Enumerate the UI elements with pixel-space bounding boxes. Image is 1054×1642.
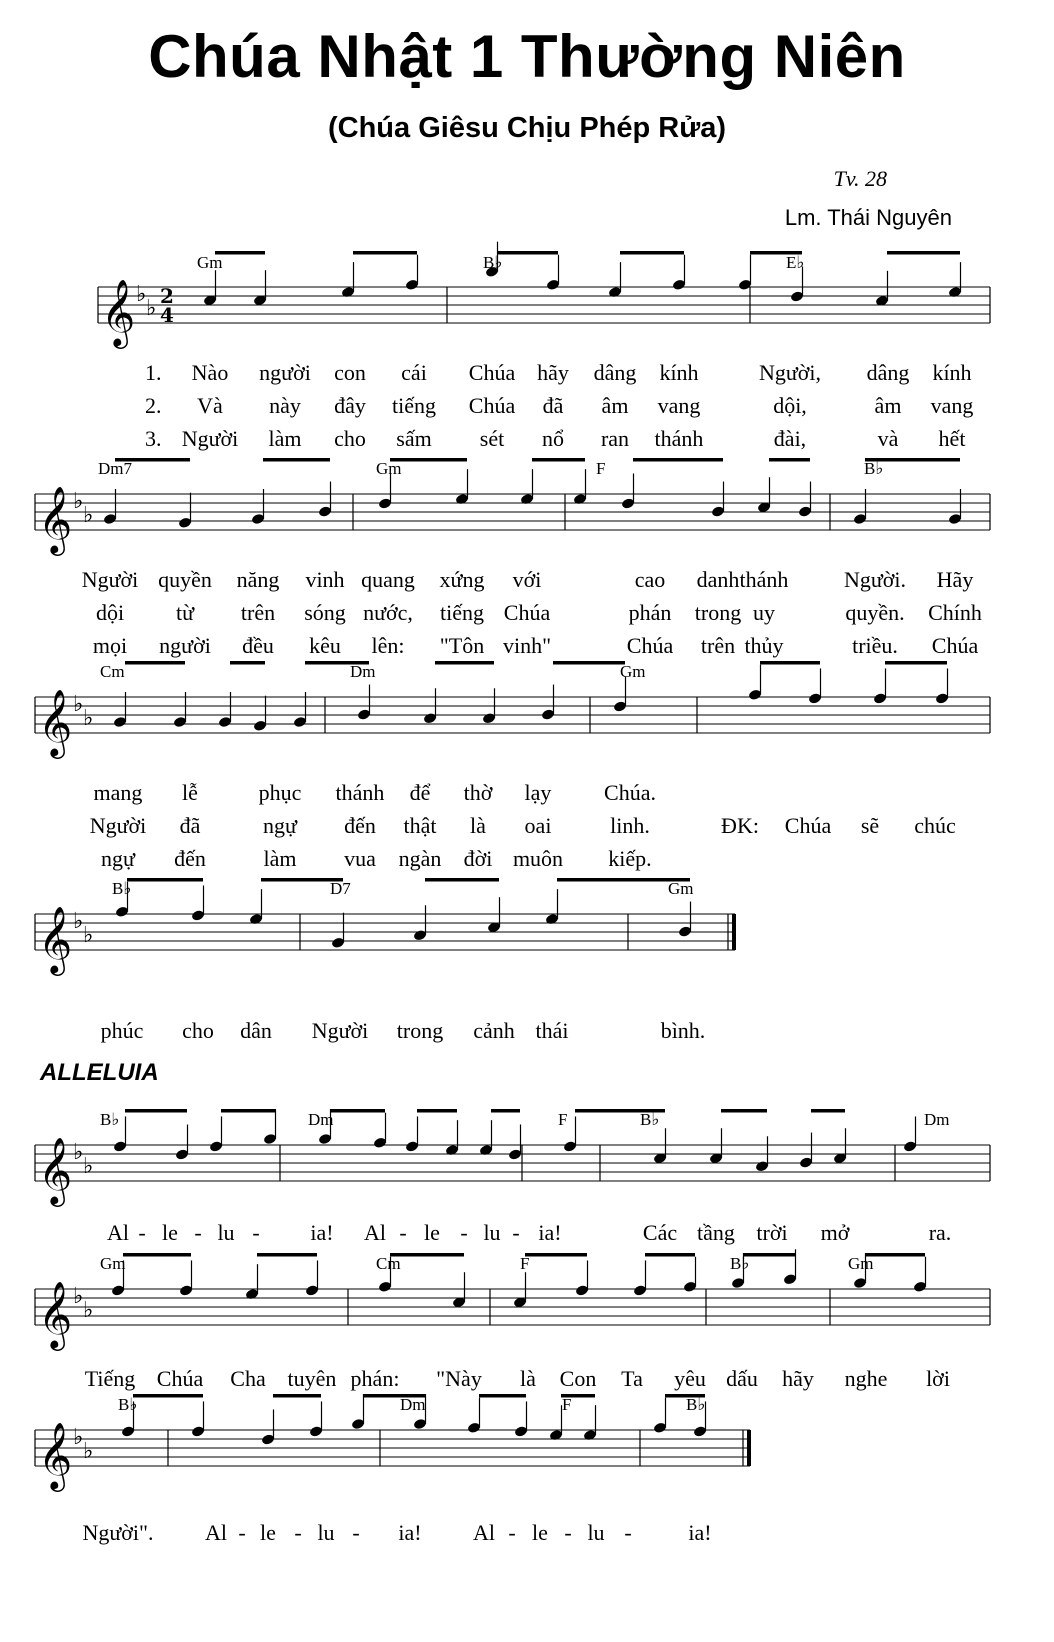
lyric-syllable: ia! [688, 1520, 712, 1545]
treble-clef-icon: 𝄞 [38, 688, 73, 756]
lyric-syllable: Chúa [626, 633, 674, 658]
lyric-syllable: lu [217, 1220, 235, 1245]
lyric-syllable: sẽ [860, 813, 880, 838]
lyric-syllable: - [294, 1520, 302, 1545]
chord-symbol: B♭ [118, 1395, 138, 1414]
lyric-syllable: thủy [744, 633, 784, 658]
staff-lines [35, 697, 990, 733]
beam [865, 1253, 925, 1257]
beam [330, 1109, 385, 1113]
lyric-syllable: - [512, 1220, 520, 1245]
lyric-syllable: cái [401, 360, 427, 385]
lyric-syllable: ra. [928, 1220, 952, 1245]
alleluia-heading: ALLELUIA [40, 1059, 159, 1086]
chord-symbol: Gm [376, 459, 402, 478]
lyric-syllable: yêu [674, 1366, 706, 1391]
beam [390, 458, 467, 462]
flat-e-icon: ♭ [83, 1439, 94, 1464]
lyric-syllable: Hãy [936, 567, 974, 592]
final-barline-thick [747, 1430, 751, 1466]
chord-symbol: Dm [350, 662, 376, 681]
lyric-syllable: Người, [758, 360, 822, 385]
staff-lines [35, 1430, 750, 1466]
lyric-syllable: ngự [263, 813, 297, 838]
staff-lines [35, 1145, 990, 1181]
lyric-syllable: ia! [538, 1220, 562, 1245]
flat-b-icon: ♭ [136, 282, 147, 307]
lyric-syllable: Và [197, 393, 223, 418]
beam [417, 1109, 457, 1113]
lyric-syllable: - [460, 1220, 468, 1245]
lyric-syllable: đến [344, 813, 376, 838]
lyric-syllable: Chính [928, 600, 982, 625]
lyric-syllable: ia! [398, 1520, 422, 1545]
beam [390, 1253, 464, 1257]
lyric-syllable: mở [820, 1220, 850, 1245]
beam [743, 1253, 795, 1257]
lyric-syllable: Các [642, 1220, 678, 1245]
lyric-syllable: Al [107, 1220, 129, 1245]
verse-number: 1. [145, 360, 162, 385]
beam [221, 1109, 275, 1113]
lyric-syllable: cho [334, 426, 366, 451]
lyric-syllable: Người [89, 813, 147, 838]
chord-symbol: Gm [620, 662, 646, 681]
beam [721, 1109, 767, 1113]
lyric-syllable: quyền [158, 567, 212, 592]
lyric-syllable: sét [479, 426, 505, 451]
lyric-syllable: Con [559, 1366, 597, 1391]
lyric-syllable: Al [364, 1220, 386, 1245]
chord-symbol: Dm7 [98, 459, 132, 478]
lyric-syllable: cảnh [473, 1018, 515, 1043]
lyric-syllable: nổ [542, 426, 564, 451]
lyric-syllable: sấm [396, 426, 432, 451]
lyric-syllable: dội [95, 600, 125, 625]
flat-e-icon: ♭ [83, 503, 94, 528]
lyric-syllable: Chúa [156, 1366, 204, 1391]
chord-symbol: Gm [197, 253, 223, 272]
lyric-syllable: từ [175, 600, 195, 625]
lyric-syllable: - [252, 1220, 260, 1245]
treble-clef-icon: 𝄞 [38, 1421, 73, 1489]
lyric-syllable: đã [542, 393, 564, 418]
lyric-syllable: phục [258, 780, 302, 805]
lyric-syllable: đã [179, 813, 201, 838]
lyric-syllable: tầng [697, 1220, 735, 1245]
lyric-syllable: quyền. [845, 600, 905, 625]
beam [525, 1253, 587, 1257]
lyric-syllable: phúc [100, 1018, 144, 1043]
lyric-syllable: ngự [101, 846, 135, 871]
lyric-syllable: hết [938, 426, 966, 451]
beam [553, 661, 625, 665]
lyric-syllable: lên: [371, 633, 405, 658]
beam [769, 458, 810, 462]
lyric-syllable: Người [181, 426, 239, 451]
lyric-syllable: trên [700, 633, 736, 658]
beam [353, 251, 417, 255]
lyric-syllable: Người. [843, 567, 907, 592]
lyric-syllable: hãy [782, 1366, 814, 1391]
lyric-syllable: tiếng [440, 600, 484, 625]
lyric-syllable: vinh" [502, 633, 552, 658]
lyric-syllable: thánh [654, 426, 704, 451]
verse-number: 2. [145, 393, 162, 418]
beam [257, 1253, 317, 1257]
beam [435, 661, 494, 665]
lyric-syllable: - [399, 1220, 407, 1245]
flat-e-icon: ♭ [83, 1298, 94, 1323]
beam [885, 661, 947, 665]
lyric-syllable: danh [696, 567, 740, 592]
lyric-syllable: Người". [82, 1520, 154, 1545]
beam [273, 1394, 321, 1398]
time-signature-bottom: 4 [160, 303, 174, 327]
flat-b-icon: ♭ [73, 1425, 84, 1450]
staff-lines [35, 914, 735, 950]
lyric-syllable: bình. [660, 1018, 706, 1043]
chord-symbol: B♭ [686, 1395, 706, 1414]
lyric-syllable: phán [628, 600, 672, 625]
lyric-syllable: Ta [621, 1366, 643, 1391]
song-subtitle: (Chúa Giêsu Chịu Phép Rửa) [327, 112, 727, 144]
staff-system-2 [0, 464, 1054, 554]
beam [125, 1109, 187, 1113]
lyric-syllable: nghe [844, 1366, 888, 1391]
lyric-syllable: tiếng [392, 393, 436, 418]
lyric-syllable: đài, [773, 426, 807, 451]
beam [532, 458, 585, 462]
chord-symbol: E♭ [786, 253, 805, 272]
lyric-syllable: kêu [309, 633, 341, 658]
chord-symbol: Cm [100, 662, 125, 681]
lyric-syllable: le [532, 1520, 548, 1545]
beam [230, 661, 265, 665]
lyric-syllable: linh. [610, 813, 650, 838]
lyric-syllable: Chúa [468, 360, 516, 385]
lyric-syllable: trời [756, 1220, 788, 1245]
chord-symbol: Gm [668, 879, 694, 898]
lyric-syllable: le [260, 1520, 276, 1545]
lyric-syllable: kính [659, 360, 699, 385]
staff-system-5 [0, 1115, 1054, 1205]
lyric-syllable: le [424, 1220, 440, 1245]
lyric-syllable: Chúa. [604, 780, 656, 805]
lyric-syllable: dâng [593, 360, 637, 385]
verse-number: 3. [145, 426, 162, 451]
staff-system-7 [0, 1400, 1054, 1490]
beam [633, 458, 723, 462]
lyric-syllable: với [512, 567, 542, 592]
lyric-syllable: vang [930, 393, 974, 418]
flat-e-icon: ♭ [83, 706, 94, 731]
chord-symbol: B♭ [112, 879, 132, 898]
lyric-syllable: thánh [335, 780, 385, 805]
lyric-syllable: dân [240, 1018, 272, 1043]
lyric-syllable: Nào [191, 360, 229, 385]
lyric-syllable: con [334, 360, 366, 385]
chord-symbol: B♭ [864, 459, 884, 478]
beam [491, 1109, 520, 1113]
beam [497, 251, 558, 255]
lyric-syllable: trên [240, 600, 276, 625]
lyric-syllable: thái [535, 1018, 569, 1043]
lyric-syllable: thật [403, 813, 437, 838]
lyric-syllable: để [409, 780, 431, 805]
lyric-syllable: "Tôn [439, 633, 485, 658]
beam [620, 251, 684, 255]
flat-b-icon: ♭ [73, 489, 84, 514]
chord-symbol: Dm [924, 1110, 950, 1129]
lyric-syllable: Tiếng [84, 1366, 136, 1391]
lyric-syllable: Chúa [784, 813, 832, 838]
lyric-syllable: Người [311, 1018, 369, 1043]
lyric-syllable: quang [361, 567, 415, 592]
chord-symbol: B♭ [640, 1110, 660, 1129]
lyric-syllable: uy [753, 600, 775, 625]
lyric-syllable: đời [463, 846, 493, 871]
lyric-syllable: kiếp. [608, 846, 652, 871]
flat-b-icon: ♭ [73, 1284, 84, 1309]
staff-system-4 [0, 884, 1054, 974]
staff-lines [35, 494, 990, 530]
lyric-syllable: ia! [310, 1220, 334, 1245]
lyric-syllable: lu [587, 1520, 605, 1545]
lyric-syllable: làm [263, 846, 297, 871]
lyric-syllable: Người [81, 567, 139, 592]
beam [125, 661, 185, 665]
chord-symbol: Gm [100, 1254, 126, 1273]
chord-symbol: F [596, 459, 606, 478]
lyric-syllable: "Này [436, 1366, 482, 1391]
lyric-syllable: làm [268, 426, 302, 451]
lyric-syllable: Al [205, 1520, 227, 1545]
lyric-syllable: là [520, 1366, 536, 1391]
chord-symbol: Cm [376, 1254, 401, 1273]
lyric-syllable: - [194, 1220, 202, 1245]
beam [425, 878, 499, 882]
lyric-syllable: sóng [304, 600, 346, 625]
lyric-syllable: lu [317, 1520, 335, 1545]
psalm-reference: Tv. 28 [833, 166, 887, 191]
flat-e-icon: ♭ [83, 923, 94, 948]
lyric-syllable: đến [174, 846, 206, 871]
lyric-syllable: âm [874, 393, 902, 418]
lyric-syllable: dội, [773, 393, 807, 418]
beam [645, 1253, 695, 1257]
lyric-syllable: người [159, 633, 211, 658]
chord-symbol: D7 [330, 879, 351, 898]
beam [887, 251, 960, 255]
lyric-syllable: trong [396, 1018, 444, 1043]
lyric-syllable: triều. [852, 633, 898, 658]
lyric-syllable: dấu [726, 1366, 758, 1391]
lyric-syllable: là [470, 813, 486, 838]
time-signature-top: 2 [160, 284, 174, 308]
lyric-syllable: đây [334, 393, 366, 418]
flat-b-icon: ♭ [73, 909, 84, 934]
lyric-syllable: trong [694, 600, 742, 625]
lyric-syllable: lạy [524, 780, 552, 805]
lyric-syllable: ngàn [398, 846, 442, 871]
flat-e-icon: ♭ [146, 296, 157, 321]
lyric-syllable: mang [93, 780, 143, 805]
lyric-syllable: hãy [537, 360, 569, 385]
lyric-syllable: kính [932, 360, 972, 385]
lyric-syllable: - [624, 1520, 632, 1545]
chord-symbol: F [558, 1110, 568, 1129]
treble-clef-icon: 𝄞 [101, 278, 136, 346]
staff-system-1 [0, 257, 1054, 347]
flat-b-icon: ♭ [73, 692, 84, 717]
lyric-syllable: đều [242, 633, 274, 658]
flat-e-icon: ♭ [83, 1154, 94, 1179]
treble-clef-icon: 𝄞 [38, 1280, 73, 1348]
treble-clef-icon: 𝄞 [38, 485, 73, 553]
final-barline-thick [732, 914, 736, 950]
lyric-syllable: - [352, 1520, 360, 1545]
lyric-syllable: vua [344, 846, 376, 871]
lyric-syllable: xứng [439, 567, 485, 592]
lyric-syllable: lễ [182, 780, 198, 805]
chord-symbol: F [520, 1254, 530, 1273]
lyric-syllable: - [238, 1520, 246, 1545]
lyric-syllable: Chúa [503, 600, 551, 625]
treble-clef-icon: 𝄞 [38, 1136, 73, 1204]
lyric-syllable: Chúa [931, 633, 979, 658]
lyric-syllable: le [162, 1220, 178, 1245]
chord-symbol: F [562, 1395, 572, 1414]
lyric-syllable: cho [182, 1018, 214, 1043]
beam [760, 661, 820, 665]
beam [215, 251, 265, 255]
chord-symbol: B♭ [730, 1254, 750, 1273]
lyric-syllable: nước, [363, 600, 413, 625]
lyric-syllable: phán: [350, 1366, 400, 1391]
lyric-syllable: muôn [512, 846, 564, 871]
beam [133, 1394, 203, 1398]
lyric-syllable: Al [473, 1520, 495, 1545]
chord-symbol: B♭ [100, 1110, 120, 1129]
beam [123, 1253, 191, 1257]
lyric-syllable: người [259, 360, 311, 385]
staff-lines [98, 287, 990, 323]
beam [479, 1394, 526, 1398]
lyric-syllable: thờ [463, 780, 493, 805]
lyric-syllable: vang [657, 393, 701, 418]
chord-symbol: Gm [848, 1254, 874, 1273]
chord-symbol: Dm [308, 1110, 334, 1129]
lyric-syllable: Chúa [468, 393, 516, 418]
lyric-syllable: thánh [739, 567, 789, 592]
lyric-syllable: lời [926, 1366, 950, 1391]
staff-system-3 [0, 667, 1054, 757]
song-title: Chúa Nhật 1 Thường Niên [148, 23, 906, 90]
lyric-syllable: này [269, 393, 301, 418]
lyric-syllable: vinh [305, 567, 345, 592]
lyric-syllable: cao [634, 567, 666, 592]
lyric-syllable: - [138, 1220, 146, 1245]
beam [127, 878, 203, 882]
composer-credit: Lm. Thái Nguyên [784, 205, 952, 230]
lyric-syllable: - [508, 1520, 516, 1545]
beam [263, 458, 330, 462]
lyric-syllable: mọi [92, 633, 128, 658]
lyric-syllable: lu [483, 1220, 501, 1245]
lyric-syllable: oai [524, 813, 552, 838]
lyric-syllable: ĐK: [721, 813, 759, 838]
lyric-syllable: Cha [230, 1366, 266, 1391]
chord-symbol: Dm [400, 1395, 426, 1414]
treble-clef-icon: 𝄞 [38, 905, 73, 973]
lyric-syllable: dâng [866, 360, 910, 385]
lyric-syllable: chúc [914, 813, 956, 838]
lyric-syllable: ran [600, 426, 630, 451]
lyric-syllable: năng [236, 567, 280, 592]
lyric-syllable: âm [601, 393, 629, 418]
beam [811, 1109, 845, 1113]
lyric-syllable: và [877, 426, 899, 451]
lyric-syllable: tuyên [287, 1366, 337, 1391]
staff-lines [35, 1289, 990, 1325]
lyric-syllable: - [564, 1520, 572, 1545]
flat-b-icon: ♭ [73, 1140, 84, 1165]
chord-symbol: B♭ [483, 253, 503, 272]
